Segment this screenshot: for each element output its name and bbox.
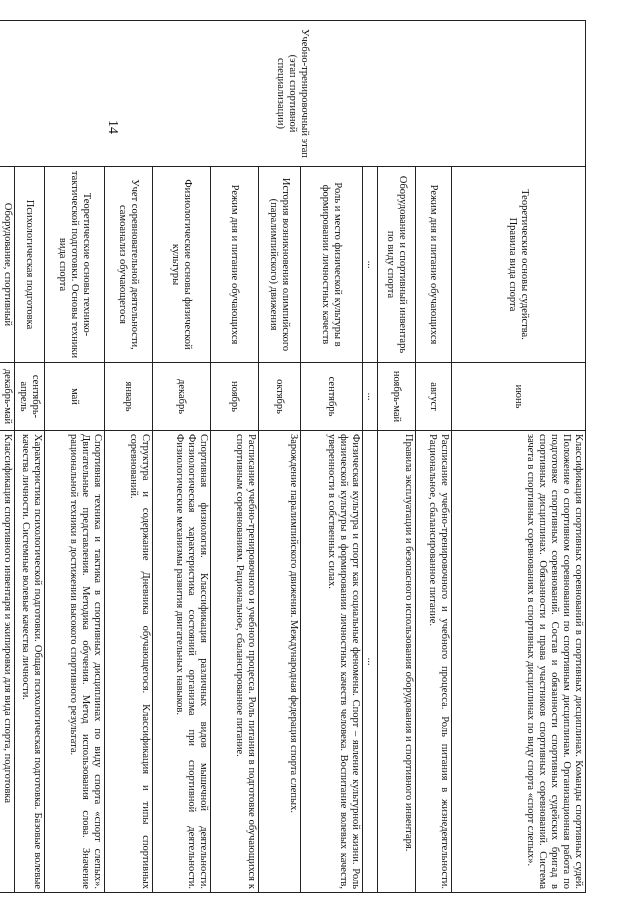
topic-cell: Теоретические основы технико-тактической подготовки. Основы техники вида спорта (45, 167, 105, 363)
curriculum-table (0, 20, 586, 893)
period-cell: декабрь (153, 363, 211, 431)
topic-cell: Режим дня и питание обучающихся (416, 167, 452, 363)
content-cell: Спортивная физиология. Классификация различных видов мышечной деятельности. Физиологическая характеристика состояний организма при спортивной деятельности. Физиологические механизмы развития двигательных навыков. (153, 431, 211, 893)
content-cell: ... (363, 431, 378, 893)
content-cell: Характеристика психологической подготовки. Общая психологическая подготовка. Базовые волевые качества личности. Системные волевые качества личности. (15, 431, 45, 893)
content-cell: Классификация спортивных соревнований в спортивных дисциплинах. Команды спортивных судей. Положение о спортивном соревновании по спортивным дисциплинам. Организационная работа по подготовке спортивных соревнований. Состав и обязанности спортивных судейских бригад в спортивных дисциплинах. Обязанности и права участников спортивных соревнований. Система зачета в спортивных соревнованиях в спортивных дисциплинах по виду спорта «спорт слепых». (452, 431, 586, 893)
period-cell: сентябрь-апрель (15, 363, 45, 431)
topic-cell: Оборудование и спортивный инвентарь по виду спорта (378, 167, 416, 363)
topic-cell: Режим дня и питание обучающихся (211, 167, 259, 363)
topic-cell: Теоретические основы судейства. Правила вида спорта (452, 167, 586, 363)
table-row (452, 21, 586, 893)
topic-cell: Психологическая подготовка (15, 167, 45, 363)
period-cell: декабрь-май (0, 363, 15, 431)
topic-cell: Оборудование, спортивный (0, 167, 15, 363)
period-cell: январь (105, 363, 153, 431)
topic-cell: Учет соревновательной деятельности, самоанализ обучающегося (105, 167, 153, 363)
content-cell: Спортивная техника и тактика в спортивных дисциплинах по виду спорта «спорт слепых». Двигательные представления. Методика обучения. Метод использования слова. Значение рациональной техники в достижении высокого спортивного результата. (45, 431, 105, 893)
topic-cell: ... (363, 167, 378, 363)
period-cell: сентябрь (301, 363, 363, 431)
content-cell: Расписание учебно-тренировочного и учебного процесса. Роль питания в жизнедеятельности. Рациональное, сбалансированное питание. (416, 431, 452, 893)
period-cell: ... (363, 363, 378, 431)
topic-cell: Роль и место физической культуры в формировании личностных качеств (301, 167, 363, 363)
period-cell: ноябрь-май (378, 363, 416, 431)
content-cell: Правила эксплуатации и безопасного использования оборудования и спортивного инвентаря. (378, 431, 416, 893)
content-cell: Расписание учебно-тренировочного и учебного процесса. Роль питания в подготовке обучающихся к спортивным соревнованиям. Рациональное, сбалансированное питание. (211, 431, 259, 893)
period-cell: октябрь (259, 363, 301, 431)
topic-cell: Физиологические основы физической культуры (153, 167, 211, 363)
stage-cell: Учебно-тренировочный этап (этап спортивной специализации) (0, 21, 586, 167)
period-cell: май (45, 363, 105, 431)
period-cell: июнь (452, 363, 586, 431)
rotated-table-container (2, 20, 586, 892)
page-number: 14 (105, 120, 120, 134)
period-cell: август (416, 363, 452, 431)
period-cell: ноябрь (211, 363, 259, 431)
content-cell: Классификация спортивного инвентаря и экипировки для вида спорта, подготовка (0, 431, 15, 893)
content-cell: Структура и содержание Дневника обучающегося. Классификация и типы спортивных соревнований. (105, 431, 153, 893)
content-cell: Физическая культура и спорт как социальные феномены. Спорт – явление культурной жизни. Роль физической культуры в формировании личностных качеств человека. Воспитание волевых качеств, уверенности в собственных силах. (301, 431, 363, 893)
content-cell: Зарождение паралимпийского движения. Международная федерация спорта слепых. (259, 431, 301, 893)
topic-cell: История возникновения олимпийского (паралимпийского) движения (259, 167, 301, 363)
